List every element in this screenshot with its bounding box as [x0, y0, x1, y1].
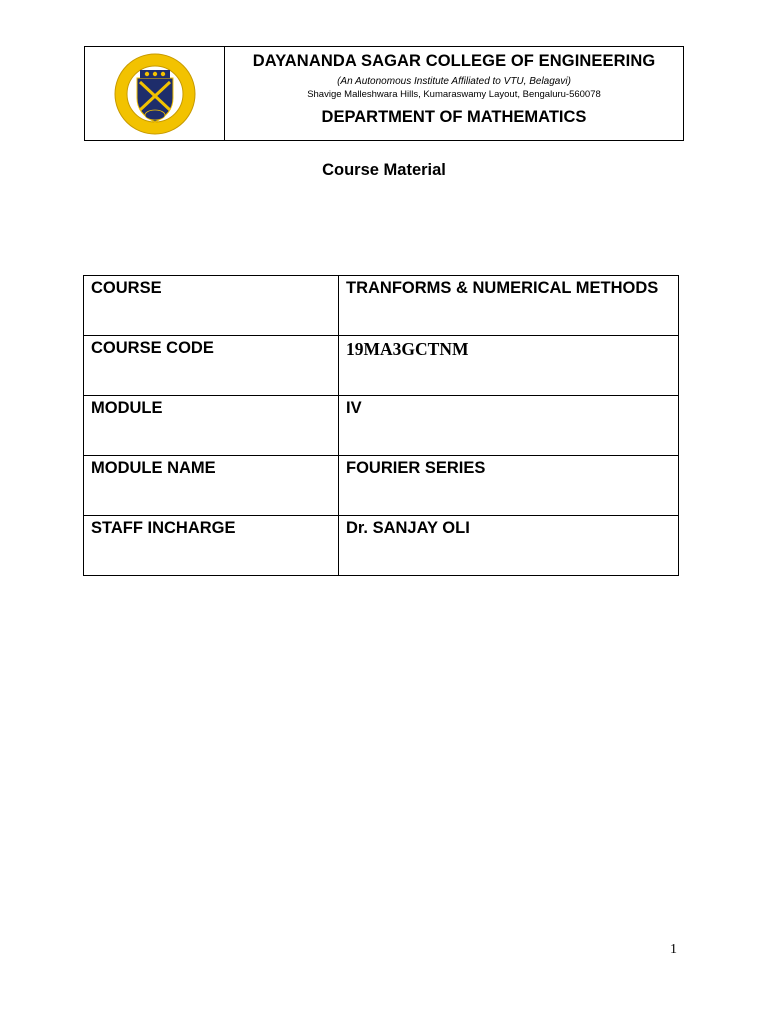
college-crest-logo — [113, 52, 197, 136]
affiliation: (An Autonomous Institute Affiliated to VTU, Belagavi) — [337, 76, 571, 87]
row-value: Dr. SANJAY OLI — [339, 516, 679, 576]
page-number: 1 — [670, 942, 677, 957]
row-label: COURSE CODE — [84, 336, 339, 396]
address: Shavige Malleshwara Hills, Kumaraswamy Layout, Bengaluru-560078 — [307, 89, 601, 100]
document-title: Course Material — [322, 161, 446, 179]
row-label: COURSE — [84, 276, 339, 336]
row-label: MODULE — [84, 396, 339, 456]
row-label: MODULE NAME — [84, 456, 339, 516]
table-row — [84, 456, 679, 516]
letterhead — [84, 46, 684, 141]
row-value: TRANFORMS & NUMERICAL METHODS — [339, 276, 679, 336]
row-value: FOURIER SERIES — [339, 456, 679, 516]
table-row — [84, 396, 679, 456]
row-value: 19MA3GCTNM — [339, 336, 679, 396]
row-value: IV — [339, 396, 679, 456]
college-name: DAYANANDA SAGAR COLLEGE OF ENGINEERING — [252, 52, 656, 70]
row-label: STAFF INCHARGE — [84, 516, 339, 576]
table-row — [84, 516, 679, 576]
table-row — [84, 336, 679, 396]
letterhead-text — [225, 47, 683, 140]
course-details-table — [83, 275, 679, 576]
logo-cell — [85, 47, 225, 140]
table-row — [84, 276, 679, 336]
department-name: DEPARTMENT OF MATHEMATICS — [321, 108, 587, 126]
